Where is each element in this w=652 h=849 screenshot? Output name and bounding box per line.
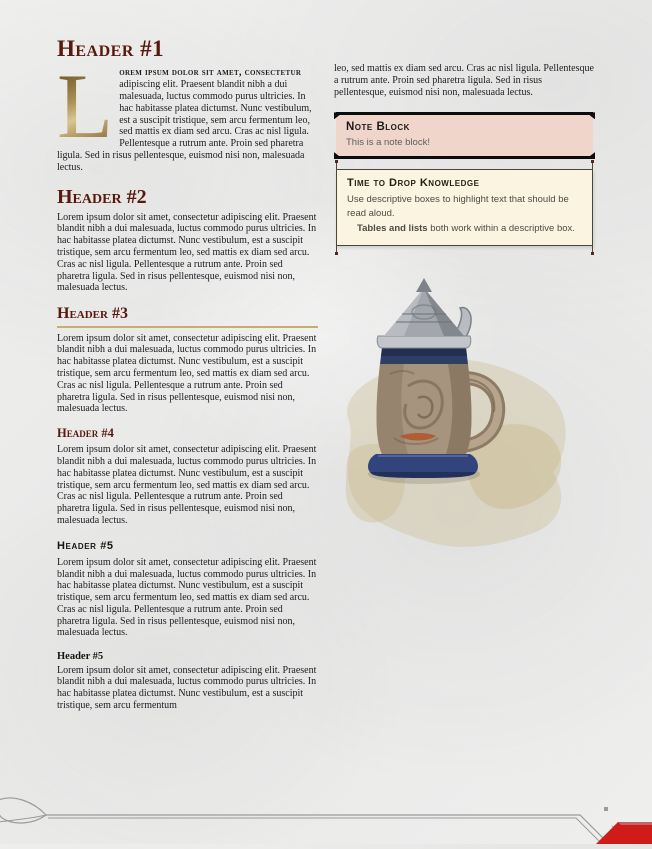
section-3-paragraph: Lorem ipsum dolor sit amet, consectetur adipiscing elit. Praesent blandit nibh a dui malesuada, luctus commodo purus ultricies. In hac habitasse platea dictumst. Nunc vestibulum, est a suscipit tristique, sem arcu fermentum leo, sed mattis ex diam sed arcu. Cras ac nisl ligula. Pellentesque a rutrum ante. Proin sed pharetra ligula. Sed in risus pellentesque, euismod nisi non, malesuada lectus.: [57, 332, 317, 415]
header-5: Header #5: [57, 539, 114, 552]
page-content: [57, 36, 595, 712]
descriptive-box-corner-pin: [592, 246, 593, 252]
section-5-paragraph: Lorem ipsum dolor sit amet, consectetur adipiscing elit. Praesent blandit nibh a dui malesuada, luctus commodo purus ultricies. In hac habitasse platea dictumst. Nunc vestibulum, est a suscipit tristique, sem arcu fermentum leo, sed mattis ex diam sed arcu. Cras ac nisl ligula. Pellentesque a rutrum ante. Proin sed pharetra ligula. Sed in risus pellentesque, euismod nisi non, malesuada lectus.: [57, 556, 317, 639]
section-2-paragraph: Lorem ipsum dolor sit amet, consectetur adipiscing elit. Praesent blandit nibh a dui malesuada, luctus commodo purus ultricies. In hac habitasse platea dictumst. Nunc vestibulum, est a suscipit tristique, sem arcu fermentum leo, sed mattis ex diam sed arcu. Cras ac nisl ligula. Pellentesque a rutrum ante. Proin sed pharetra ligula. Sed in risus pellentesque, euismod nisi non, malesuada lectus.: [57, 211, 317, 294]
beer-stein-illustration: [338, 278, 573, 563]
note-block: [336, 112, 593, 159]
page-footer: [0, 794, 652, 844]
left-column: [57, 36, 318, 712]
header-2: Header #2: [57, 185, 147, 208]
stein-lid-rim: [377, 336, 471, 348]
header-4: Header #4: [57, 426, 114, 441]
descriptive-box-line2-bold: Tables and lists: [357, 222, 428, 234]
intro-lead-smallcaps: orem ipsum dolor sit amet, consectetur: [119, 67, 302, 79]
descriptive-box-line1: Use descriptive boxes to highlight text that should be read aloud.: [347, 194, 569, 219]
note-block-body: This is a note block!: [346, 136, 430, 148]
note-corner-wedge: [334, 152, 343, 159]
header-6: Header #5: [57, 651, 104, 663]
descriptive-box-title: Time to Drop Knowledge: [347, 177, 480, 190]
beer-stein-svg: [338, 278, 573, 563]
note-block-title: Note Block: [346, 121, 410, 134]
note-corner-wedge: [334, 112, 343, 119]
header-3: Header #3: [57, 305, 318, 327]
descriptive-box-line2-rest: both work within a descriptive box.: [427, 222, 575, 234]
section-6-paragraph-truncated: Lorem ipsum dolor sit amet, consectetur adipiscing elit. Praesent blandit nibh a dui malesuada, luctus commodo purus ultricies. In hac habitasse platea dictumst. Nunc vestibulum, est a suscipit tristique, sem arcu fermentum: [57, 664, 317, 712]
footer-red-corner: [596, 822, 652, 844]
stein-finial: [416, 278, 432, 292]
header-1: Header #1: [57, 36, 165, 61]
continuation-paragraph: leo, sed mattis ex diam sed arcu. Cras ac nisl ligula. Pellentesque a rutrum ante. Proin sed pharetra ligula. Sed in risus pellentesque, euismod nisi non, malesuada lectus.: [334, 63, 594, 98]
descriptive-box-corner-pin: [336, 246, 337, 252]
descriptive-box: [336, 169, 593, 246]
descriptive-box-corner-pin: [592, 163, 593, 169]
descriptive-box-line2: [347, 222, 582, 236]
descriptive-box-corner-pin: [336, 163, 337, 169]
note-corner-wedge: [586, 112, 595, 119]
drop-cap: L: [57, 67, 119, 143]
descriptive-box-body: [347, 193, 582, 235]
intro-rest: adipiscing elit. Praesent blandit nibh a dui malesuada, luctus commodo purus ultricies. In hac habitasse platea dictumst. Nunc vestibulum, est a suscipit tristique, sem arcu fermentum leo, sed mattis ex diam sed arcu. Cras ac nisl ligula. Pellentesque a rutrum ante. Proin sed pharetra ligula. Sed in risus pellentesque, euismod nisi non, malesuada lectus.: [57, 79, 312, 173]
intro-paragraph: [57, 55, 318, 173]
section-4-paragraph: Lorem ipsum dolor sit amet, consectetur adipiscing elit. Praesent blandit nibh a dui malesuada, luctus commodo purus ultricies. In hac habitasse platea dictumst. Nunc vestibulum, est a suscipit tristique, sem arcu fermentum leo, sed mattis ex diam sed arcu. Cras ac nisl ligula. Pellentesque a rutrum ante. Proin sed pharetra ligula. Sed in risus pellentesque, euismod nisi non, malesuada lectus.: [57, 444, 317, 526]
footer-rule-outer: [46, 815, 608, 843]
footer-flourish: [0, 794, 652, 844]
right-column: [334, 36, 595, 712]
footer-dot: [604, 807, 608, 811]
note-corner-wedge: [586, 152, 595, 159]
footer-rule-inner: [48, 818, 602, 844]
